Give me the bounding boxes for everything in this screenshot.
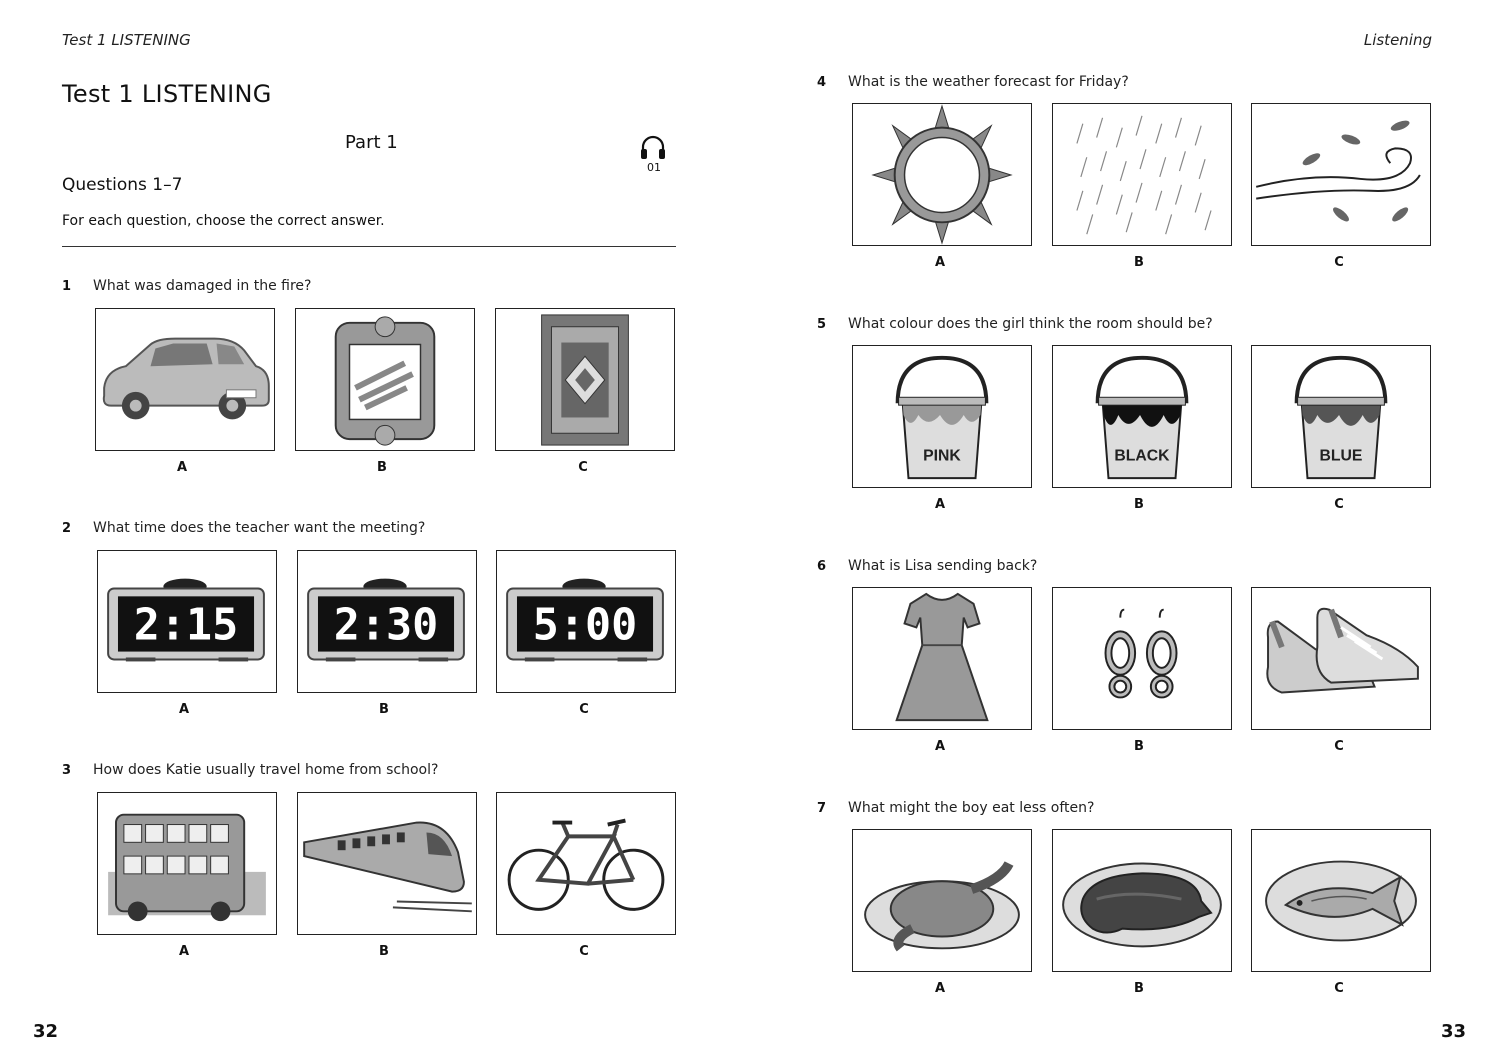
question-text: What time does the teacher want the meeting?: [93, 520, 426, 536]
right-running-head: Listening: [1363, 31, 1432, 49]
question-text: How does Katie usually travel home from school?: [93, 762, 439, 778]
option-5a-pink[interactable]: [852, 345, 1032, 488]
question-number: 4: [817, 75, 827, 90]
page-title: Test 1 LISTENING: [62, 80, 272, 108]
option-3c-bicycle[interactable]: [496, 792, 676, 935]
question-number: 2: [62, 521, 72, 536]
bucket-label: BLACK: [1114, 447, 1170, 465]
question-text: What colour does the girl think the room should be?: [848, 316, 1213, 332]
audio-track-number: 01: [647, 161, 661, 174]
question-text: What is Lisa sending back?: [848, 558, 1038, 574]
option-letter: C: [1334, 981, 1344, 996]
option-letter: C: [579, 944, 589, 959]
question-text: What was damaged in the fire?: [93, 278, 312, 294]
bucket-label: PINK: [923, 447, 961, 465]
headphones-icon: [638, 134, 668, 162]
wind-icon: [1252, 104, 1430, 245]
option-letter: B: [379, 702, 389, 717]
option-7b-steak[interactable]: [1052, 829, 1232, 972]
option-7c-fish[interactable]: [1251, 829, 1431, 972]
option-letter: B: [1134, 255, 1144, 270]
option-6c-trainers[interactable]: [1251, 587, 1431, 730]
sun-icon: [853, 104, 1031, 245]
option-2a-clock[interactable]: [97, 550, 277, 693]
car-icon: [96, 309, 274, 450]
option-2b-clock[interactable]: [297, 550, 477, 693]
rain-icon: [1053, 104, 1231, 245]
question-number: 5: [817, 317, 827, 332]
paint-bucket-icon: [853, 346, 1031, 487]
option-letter: B: [1134, 739, 1144, 754]
fish-icon: [1252, 830, 1430, 971]
option-6b-earrings[interactable]: [1052, 587, 1232, 730]
option-letter: B: [377, 460, 387, 475]
question-number: 3: [62, 763, 72, 778]
clock-display: 2:30: [333, 600, 439, 651]
questions-heading: Questions 1–7: [62, 175, 183, 195]
clock-display: 5:00: [532, 600, 638, 651]
left-running-head: Test 1 LISTENING: [62, 31, 191, 49]
ornate-mirror-icon: [296, 309, 474, 450]
trainers-icon: [1252, 588, 1430, 729]
steak-icon: [1053, 830, 1231, 971]
question-text: What is the weather forecast for Friday?: [848, 74, 1129, 90]
option-3b-train[interactable]: [297, 792, 477, 935]
option-letter: C: [578, 460, 588, 475]
part-heading: Part 1: [345, 132, 398, 153]
option-letter: A: [176, 460, 188, 475]
option-4b-rain[interactable]: [1052, 103, 1232, 246]
question-number: 6: [817, 559, 827, 574]
roast-chicken-icon: [853, 830, 1031, 971]
bus-icon: [98, 793, 276, 934]
divider: [62, 246, 676, 247]
paint-bucket-icon: [1252, 346, 1430, 487]
option-letter: C: [1334, 497, 1344, 512]
option-5b-black[interactable]: [1052, 345, 1232, 488]
train-icon: [298, 793, 476, 934]
option-1a-car[interactable]: [95, 308, 275, 451]
instruction: For each question, choose the correct answer.: [62, 213, 385, 229]
option-3a-bus[interactable]: [97, 792, 277, 935]
right-page-number: 33: [1441, 1021, 1467, 1042]
earrings-icon: [1053, 588, 1231, 729]
option-letter: C: [1334, 739, 1344, 754]
option-letter: A: [934, 255, 946, 270]
rug-icon: [496, 309, 674, 450]
alarm-clock-icon: [298, 551, 476, 692]
option-letter: B: [1134, 497, 1144, 512]
paint-bucket-icon: [1053, 346, 1231, 487]
option-1c-rug[interactable]: [495, 308, 675, 451]
bicycle-icon: [497, 793, 675, 934]
option-2c-clock[interactable]: [496, 550, 676, 693]
option-letter: A: [934, 981, 946, 996]
option-4a-sun[interactable]: [852, 103, 1032, 246]
alarm-clock-icon: [497, 551, 675, 692]
dress-icon: [853, 588, 1031, 729]
option-letter: A: [178, 702, 190, 717]
option-letter: C: [1334, 255, 1344, 270]
option-letter: A: [934, 739, 946, 754]
option-6a-dress[interactable]: [852, 587, 1032, 730]
option-letter: B: [379, 944, 389, 959]
question-text: What might the boy eat less often?: [848, 800, 1095, 816]
option-letter: B: [1134, 981, 1144, 996]
option-5c-blue[interactable]: [1251, 345, 1431, 488]
left-page-number: 32: [33, 1021, 59, 1042]
alarm-clock-icon: [98, 551, 276, 692]
option-4c-wind[interactable]: [1251, 103, 1431, 246]
clock-display: 2:15: [133, 600, 239, 651]
option-letter: A: [178, 944, 190, 959]
bucket-label: BLUE: [1319, 447, 1363, 465]
option-letter: C: [579, 702, 589, 717]
question-number: 7: [817, 801, 827, 816]
option-7a-chicken[interactable]: [852, 829, 1032, 972]
option-1b-mirror[interactable]: [295, 308, 475, 451]
question-number: 1: [62, 279, 72, 294]
option-letter: A: [934, 497, 946, 512]
